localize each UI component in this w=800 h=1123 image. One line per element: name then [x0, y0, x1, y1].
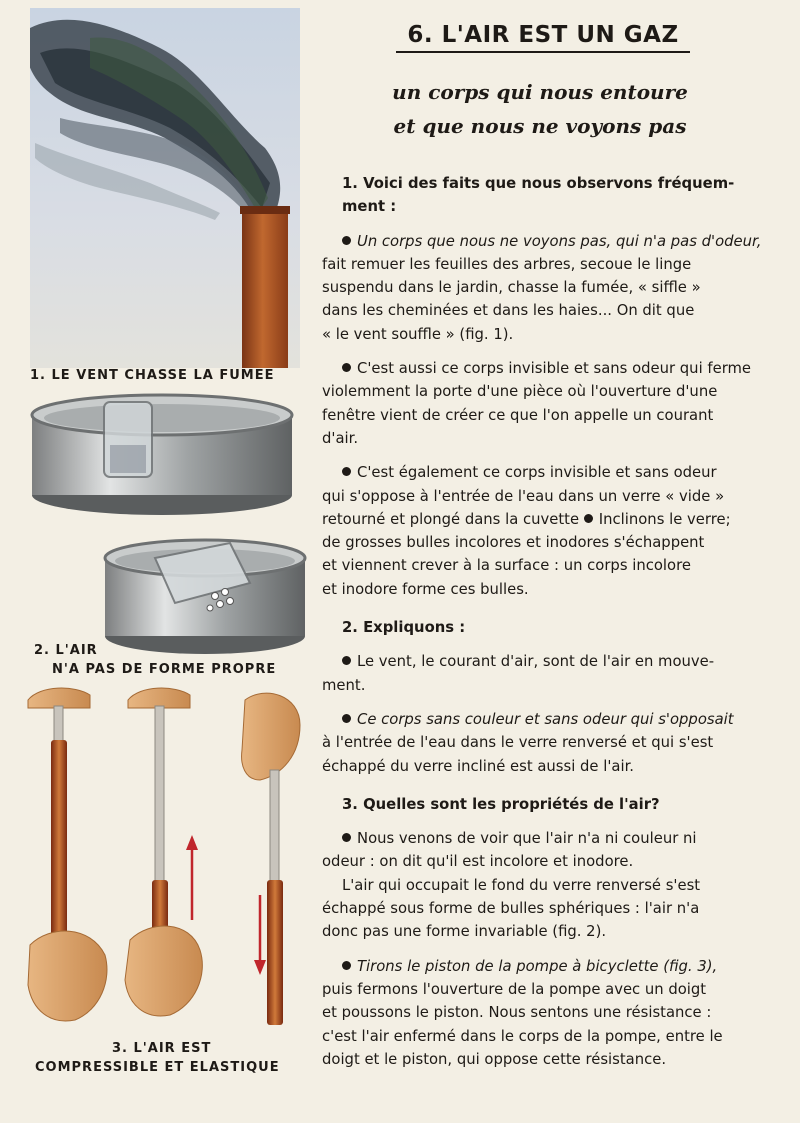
- bullet-icon: [342, 833, 351, 842]
- section-1-paragraph-1: Un corps que nous ne voyons pas, qui n'a pas d'odeur, fait remuer les feuilles des arbres, secoue le linge suspendu dans le jardin, chasse la fumée, « siffle » dans les cheminées et dans les haies... On dit que « le vent souffle » (fig. 1).: [322, 232, 762, 343]
- figure-3-caption-line2: COMPRESSIBLE ET ELASTIQUE: [35, 1060, 280, 1075]
- section-3-heading: 3. Quelles sont les propriétés de l'air?: [342, 795, 660, 813]
- section-1-paragraph-3: C'est également ce corps invisible et sans odeur qui s'oppose à l'entrée de l'eau dans un verre « vide » retourné et plongé dans la cuvette Inclinons le verre; de grosses bulles incolores et inodores s'échappent et viennent crever à la surface : un corps incolore et inodore forme ces bulles.: [322, 464, 731, 598]
- body-text: [322, 172, 764, 1071]
- figure-3-caption-line1: 3. L'AIR EST: [112, 1041, 212, 1056]
- bullet-icon: [342, 961, 351, 970]
- section-2-heading: 2. Expliquons :: [342, 619, 466, 637]
- figure-2-caption-line1: 2. L'AIR: [34, 643, 98, 658]
- figure-1-caption: 1. LE VENT CHASSE LA FUMEE: [30, 368, 275, 383]
- bullet-icon: [342, 363, 351, 372]
- section-3-paragraph-1: Nous venons de voir que l'air n'a ni couleur ni odeur : on dit qu'il est incolore et inodore. L'air qui occupait le fond du verre renversé s'est échappé sous forme de bulles sphériques : l'air n'a donc pas une forme invariable (fig. 2).: [322, 830, 701, 941]
- section-2-paragraph-1: Le vent, le courant d'air, sont de l'air en mouve- ment.: [322, 653, 715, 694]
- bullet-icon: [342, 236, 351, 245]
- bullet-icon: [342, 714, 351, 723]
- glass-basin-illustration: [22, 390, 302, 520]
- section-1-paragraph-2: C'est aussi ce corps invisible et sans odeur qui ferme violemment la porte d'une pièce où l'ouverture d'une fenêtre vient de créer ce que l'on appelle un courant d'air.: [322, 360, 752, 447]
- subtitle-line1: un corps qui nous entoure: [392, 80, 688, 104]
- bullet-icon: [342, 656, 351, 665]
- smoke-chimney-illustration: [30, 8, 300, 368]
- figure-2-caption-line2: N'A PAS DE FORME PROPRE: [52, 662, 277, 677]
- section-3-paragraph-2: Tirons le piston de la pompe à bicyclette (fig. 3), puis fermons l'ouverture de la pompe avec un doigt et poussons le piston. Nous sentons une résistance : c'est l'air enfermé dans le corps de la pompe, entre le doigt et le piston, qui oppose cette résistance.: [322, 957, 723, 1068]
- section-2-paragraph-2: Ce corps sans couleur et sans odeur qui s'opposait à l'entrée de l'eau dans le verre renversé et qui s'est échappé du verre incliné est aussi de l'air.: [322, 710, 734, 775]
- tilted-glass-bubbles-illustration: [100, 528, 310, 658]
- subtitle-line2: et que nous ne voyons pas: [393, 114, 687, 138]
- bullet-icon: [584, 514, 593, 523]
- bicycle-pump-illustration: [20, 680, 310, 1040]
- page-title: 6. L'AIR EST UN GAZ: [396, 22, 690, 53]
- section-1-heading: 1. Voici des faits que nous observons fréquem- ment :: [342, 175, 735, 216]
- bullet-icon: [342, 467, 351, 476]
